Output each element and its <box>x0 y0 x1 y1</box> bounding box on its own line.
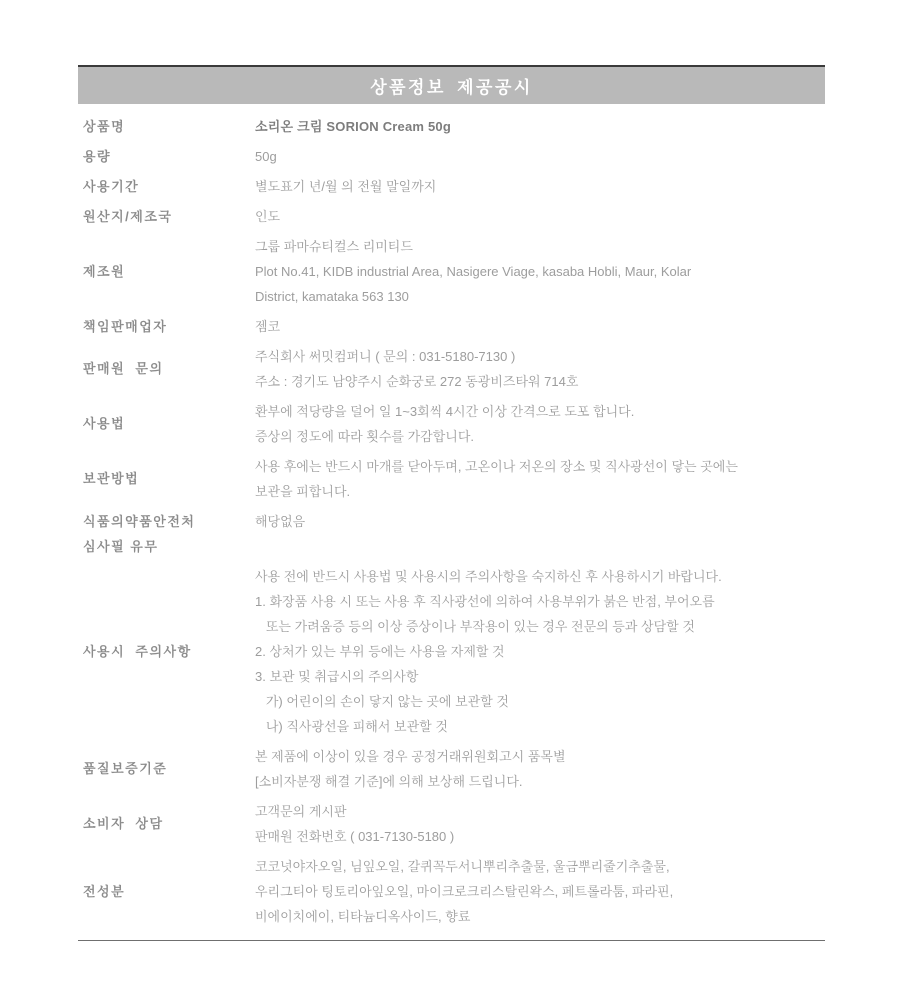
row-label-line: 심사필 유무 <box>83 538 159 554</box>
row-value-line: 2. 상처가 있는 부위 등에는 사용을 자제할 것 <box>255 643 505 659</box>
row-value-line: 고객문의 게시판 <box>255 803 347 819</box>
table-body <box>78 104 825 941</box>
row-label-line: 판매원 문의 <box>83 361 164 376</box>
row-value-line: 우리그티아 팅토리아잎오일, 마이크로크리스탈린왁스, 페트롤라툼, 파라핀, <box>255 883 674 899</box>
row-value-line: 보관을 피합니다. <box>255 483 351 499</box>
row-label-line: 품질보증기준 <box>83 761 168 776</box>
row-value-line: 판매원 전화번호 ( 031-7130-5180 ) <box>255 828 455 844</box>
table-row <box>83 396 825 451</box>
row-label <box>83 114 255 139</box>
row-label <box>83 174 255 199</box>
row-value <box>255 854 825 929</box>
row-value-line: 본 제품에 이상이 있을 경우 공정거래위원회고시 품목별 <box>255 748 566 764</box>
table-row <box>83 111 825 141</box>
row-value-line: 인도 <box>255 208 281 224</box>
table-row <box>83 851 825 931</box>
row-value-line: 별도표기 년/월 의 전월 말일까지 <box>255 178 437 194</box>
row-value-line: 증상의 정도에 따라 횟수를 가감합니다. <box>255 428 474 444</box>
table-row <box>83 451 825 506</box>
row-label-line: 식품의약품안전처 <box>83 513 196 529</box>
row-label-line: 원산지/제조국 <box>83 208 173 224</box>
row-label <box>83 314 255 339</box>
row-value <box>255 174 825 199</box>
row-label <box>83 879 255 904</box>
row-value <box>255 399 825 449</box>
row-label-line: 책임판매업자 <box>83 318 168 334</box>
row-value <box>255 799 825 849</box>
row-label <box>83 756 255 781</box>
row-label-line: 소비자 상담 <box>83 816 164 831</box>
row-label <box>83 509 255 559</box>
row-label <box>83 144 255 169</box>
row-value-line: District, kamataka 563 130 <box>255 288 409 304</box>
table-row <box>83 741 825 796</box>
row-label <box>83 811 255 836</box>
row-value-line: 1. 화장품 사용 시 또는 사용 후 직사광선에 의하여 사용부위가 붉은 반점, 부어오름 <box>255 593 715 609</box>
row-value-line: 또는 가려움증 등의 이상 증상이나 부작용이 있는 경우 전문의 등과 상담할 것 <box>255 618 695 634</box>
table-row <box>83 561 825 741</box>
row-label <box>83 411 255 436</box>
table-row <box>83 506 825 561</box>
row-label-line: 사용시 주의사항 <box>83 643 192 659</box>
row-value <box>255 744 825 794</box>
row-value-line: 사용 후에는 반드시 마개를 닫아두며, 고온이나 저온의 장소 및 직사광선이 닿는 곳에는 <box>255 458 738 474</box>
row-label-line: 사용기간 <box>83 178 140 194</box>
table-row <box>83 171 825 201</box>
row-label <box>83 639 255 664</box>
row-value <box>255 144 825 169</box>
table-row <box>83 341 825 396</box>
row-value-line: 해당없음 <box>255 513 306 529</box>
row-value <box>255 564 825 739</box>
row-value-line: [소비자분쟁 해결 기준]에 의해 보상해 드립니다. <box>255 773 523 789</box>
row-value-line: 비에이치에이, 티타늄디옥사이드, 향료 <box>255 908 471 924</box>
row-value <box>255 234 825 309</box>
row-label <box>83 204 255 229</box>
row-value-line: 50g <box>255 148 277 164</box>
product-info-sheet <box>78 65 825 941</box>
row-label-line: 전성분 <box>83 883 126 899</box>
row-value <box>255 509 825 534</box>
row-value-line: 나) 직사광선을 피해서 보관할 것 <box>255 718 448 734</box>
row-label-line: 보관방법 <box>83 471 140 486</box>
row-label <box>83 356 255 381</box>
row-value-line: 그룹 파마슈티컬스 리미티드 <box>255 238 413 254</box>
table-title: 상품정보 제공공시 <box>370 78 533 97</box>
table-header <box>78 65 825 104</box>
row-label <box>83 259 255 284</box>
row-value-line: 젬코 <box>255 318 281 334</box>
row-value-line: 사용 전에 반드시 사용법 및 사용시의 주의사항을 숙지하신 후 사용하시기 바랍니다. <box>255 568 722 584</box>
row-label-line: 제조원 <box>83 263 126 279</box>
row-value <box>255 344 825 394</box>
row-value-line: 주식회사 써밋컴퍼니 ( 문의 : 031-5180-7130 ) <box>255 348 516 364</box>
row-value <box>255 204 825 229</box>
row-value-line: 소리온 크림 SORION Cream 50g <box>255 118 451 134</box>
table-row <box>83 201 825 231</box>
row-label-line: 사용법 <box>83 416 126 431</box>
row-label-line: 상품명 <box>83 118 126 134</box>
row-value-line: 코코넛야자오일, 님잎오일, 갈퀴꼭두서니뿌리추출물, 울금뿌리줄기추출물, <box>255 858 670 874</box>
row-value-line: Plot No.41, KIDB industrial Area, Nasigere Viage, kasaba Hobli, Maur, Kolar <box>255 263 692 279</box>
table-row <box>83 231 825 311</box>
row-value-line: 가) 어린이의 손이 닿지 않는 곳에 보관할 것 <box>255 693 509 709</box>
row-value-line: 3. 보관 및 취급시의 주의사항 <box>255 668 419 684</box>
row-value <box>255 314 825 339</box>
row-value-line: 주소 : 경기도 남양주시 순화궁로 272 동광비즈타워 714호 <box>255 373 579 389</box>
table-row <box>83 796 825 851</box>
row-label <box>83 466 255 491</box>
row-label-line: 용량 <box>83 148 112 164</box>
row-value <box>255 114 825 139</box>
table-row <box>83 141 825 171</box>
table-row <box>83 311 825 341</box>
row-value-line: 환부에 적당량을 덜어 일 1~3회씩 4시간 이상 간격으로 도포 합니다. <box>255 403 635 419</box>
row-value <box>255 454 825 504</box>
